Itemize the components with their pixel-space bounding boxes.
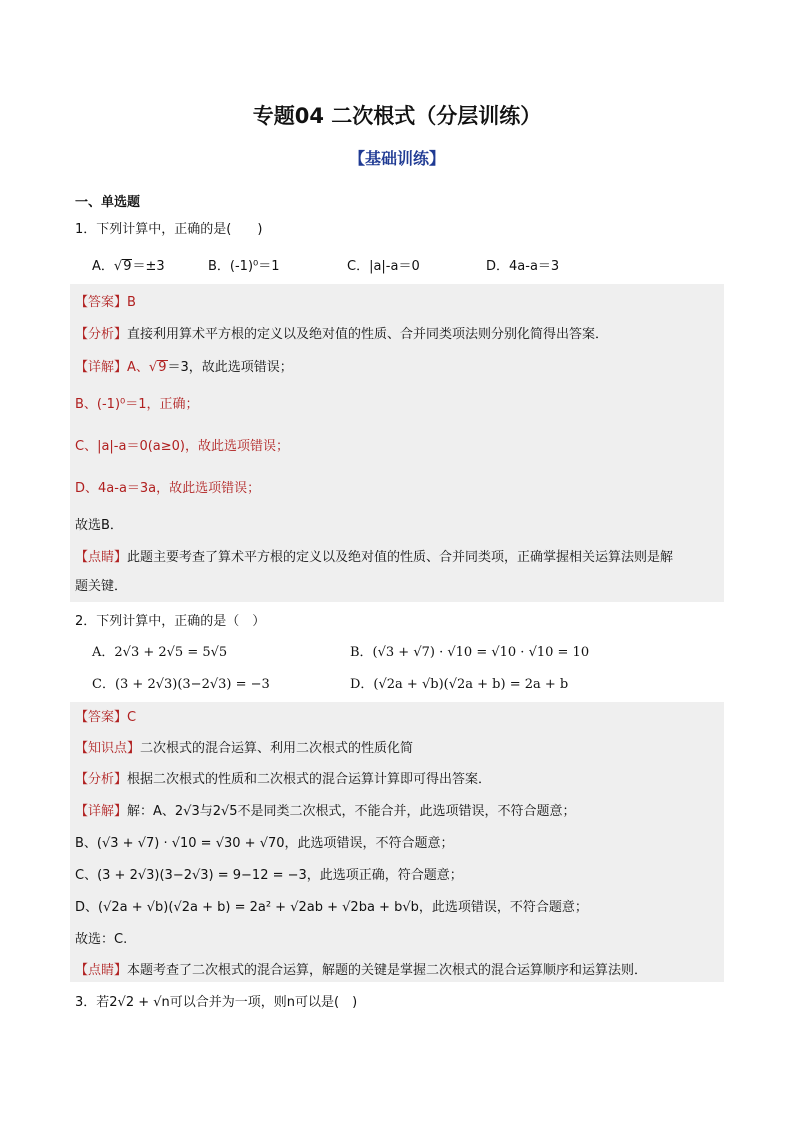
q1-comment-line-1 xyxy=(75,546,673,565)
q3-stem: 3．若2√2 + √n可以合并为一项，则n可以是( ) xyxy=(75,995,358,1010)
q2-detail-line-1 xyxy=(75,800,576,819)
q1-detail-l1-radicand: 9 xyxy=(158,360,167,375)
q2-detail-line-3: C、(3 + 2√3)(3−2√3) = 9−12 = −3，此选项正确，符合题意； xyxy=(75,868,463,883)
q1-option-c: C．|a|-a＝0 xyxy=(347,259,420,274)
section-heading: 一、单选题 xyxy=(75,195,141,210)
q2-option-c: C．(3 + 2√3)(3−2√3) = −3 xyxy=(92,677,270,692)
page-title: 专题04 二次根式（分层训练） xyxy=(252,104,542,128)
q2-answer xyxy=(75,706,136,725)
q1-detail-line-3: C、|a|-a＝0(a≥0)，故此选项错误； xyxy=(75,439,290,454)
page-subtitle: 【基础训练】 xyxy=(348,149,445,168)
q2-detail-tag: 【详解】 xyxy=(75,804,128,819)
q2-analysis-tag: 【分析】 xyxy=(75,772,128,787)
q1-analysis-text: 直接利用算术平方根的定义以及绝对值的性质、合并同类项法则分别化简得出答案． xyxy=(127,327,609,342)
q2-answer-text: C xyxy=(127,710,137,725)
q2-detail-line-5: 故选：C. xyxy=(75,932,128,947)
q1-answer xyxy=(75,291,136,310)
q2-option-d: D．(√2a + √b)(√2a + b) = 2a + b xyxy=(350,677,569,692)
q2-knowledge xyxy=(75,737,413,756)
q2-option-a: A．2√3 + 2√5 = 5√5 xyxy=(92,645,228,660)
q1-detail-line-1: 【详解】A、√9＝3，故此选项错误； xyxy=(75,360,293,375)
q2-knowledge-tag: 【知识点】 xyxy=(75,741,141,756)
q1-option-d: D．4a-a＝3 xyxy=(486,259,560,274)
q1-detail-line-4: D、4a-a＝3a，故此选项错误； xyxy=(75,481,261,496)
q2-detail-line-2: B、(√3 + √7) · √10 = √30 + √70，此选项错误，不符合题意； xyxy=(75,836,454,851)
q1-stem: 1．下列计算中，正确的是( ) xyxy=(75,222,263,237)
q1-option-a-label: A． xyxy=(92,259,114,274)
q2-stem: 2．下列计算中，正确的是（ ） xyxy=(75,614,266,629)
q1-comment-text-1: 此题主要考查了算术平方根的定义以及绝对值的性质、合并同类项，正确掌握相关运算法则是解 xyxy=(127,550,674,565)
q2-analysis-text: 根据二次根式的性质和二次根式的混合运算计算即可得出答案． xyxy=(127,772,492,787)
q2-knowledge-text: 二次根式的混合运算、利用二次根式的性质化简 xyxy=(140,741,414,756)
q2-comment-text: 本题考查了二次根式的混合运算，解题的关键是掌握二次根式的混合运算顺序和运算法则． xyxy=(127,963,648,978)
q2-comment-tag: 【点睛】 xyxy=(75,963,128,978)
q1-option-a: A．√9＝±3 xyxy=(92,259,165,274)
q2-answer-tag: 【答案】 xyxy=(75,710,128,725)
q2-detail-text-1: 解：A、2√3与2√5不是同类二次根式，不能合并，此选项错误，不符合题意； xyxy=(127,804,576,819)
q1-detail-l1-post: ＝3，故此选项错误； xyxy=(167,360,293,375)
q1-option-a-radicand: 9 xyxy=(123,259,132,274)
q1-analysis-tag: 【分析】 xyxy=(75,327,128,342)
q2-comment xyxy=(75,959,647,978)
q1-option-b: B．(-1)⁰＝1 xyxy=(208,259,280,274)
q2-option-b: B．(√3 + √7) · √10 = √10 · √10 = 10 xyxy=(350,645,590,660)
q1-detail-line-2: B、(-1)⁰＝1，正确； xyxy=(75,397,199,412)
q1-answer-tag: 【答案】 xyxy=(75,295,128,310)
q1-detail-tag: 【详解】 xyxy=(75,360,128,375)
q1-option-a-rest: ＝±3 xyxy=(132,259,165,274)
q1-comment-line-2: 题关键． xyxy=(75,579,128,594)
q1-comment-tag: 【点睛】 xyxy=(75,550,128,565)
q2-analysis xyxy=(75,768,491,787)
q1-answer-text: B xyxy=(127,295,136,310)
q1-detail-line-5: 故选B． xyxy=(75,518,123,533)
q1-analysis xyxy=(75,323,608,342)
q2-detail-line-4: D、(√2a + √b)(√2a + b) = 2a² + √2ab + √2ba + b√b，此选项错误，不符合题意； xyxy=(75,900,588,915)
q1-detail-l1-pre: A、 xyxy=(127,360,149,375)
